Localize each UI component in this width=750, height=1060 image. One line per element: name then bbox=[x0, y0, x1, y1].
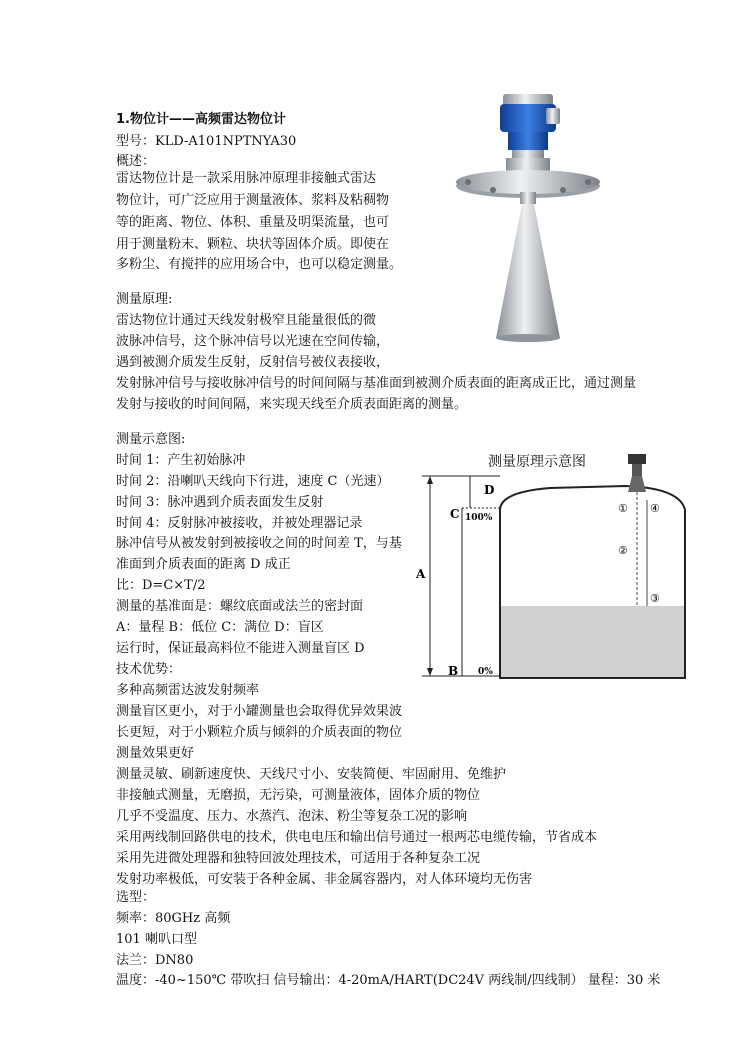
model-line: 型号：KLD-A101NPTNYA30 bbox=[116, 134, 297, 149]
svg-text:100%: 100% bbox=[465, 513, 493, 523]
svg-text:C: C bbox=[450, 507, 460, 521]
svg-text:③: ③ bbox=[650, 592, 660, 605]
medium-fill bbox=[501, 606, 684, 677]
measurement-principle-diagram bbox=[410, 440, 705, 680]
selection-label: 选型： bbox=[116, 890, 156, 905]
svg-text:A: A bbox=[416, 567, 426, 581]
svg-text:D: D bbox=[484, 483, 495, 497]
svg-text:B: B bbox=[448, 664, 459, 678]
principle-label: 测量原理: bbox=[116, 292, 173, 307]
diagram-label: 测量示意图: bbox=[116, 432, 186, 447]
gauge-head bbox=[628, 454, 646, 464]
advantages-label: 技术优势： bbox=[116, 662, 182, 677]
gauge-horn bbox=[628, 476, 646, 492]
svg-text:0%: 0% bbox=[478, 667, 493, 677]
svg-text:④: ④ bbox=[650, 502, 660, 515]
horn-antenna bbox=[496, 204, 560, 338]
radar-level-gauge-photo bbox=[448, 88, 623, 346]
section-title: 1.物位计——高频雷达物位计 bbox=[116, 112, 286, 127]
svg-text:②: ② bbox=[618, 544, 628, 557]
diagram-title: 测量原理示意图 bbox=[488, 454, 586, 470]
housing-neck bbox=[508, 132, 548, 150]
cable-gland bbox=[546, 108, 560, 124]
overview-label: 概述： bbox=[116, 154, 156, 169]
svg-text:①: ① bbox=[618, 502, 628, 515]
